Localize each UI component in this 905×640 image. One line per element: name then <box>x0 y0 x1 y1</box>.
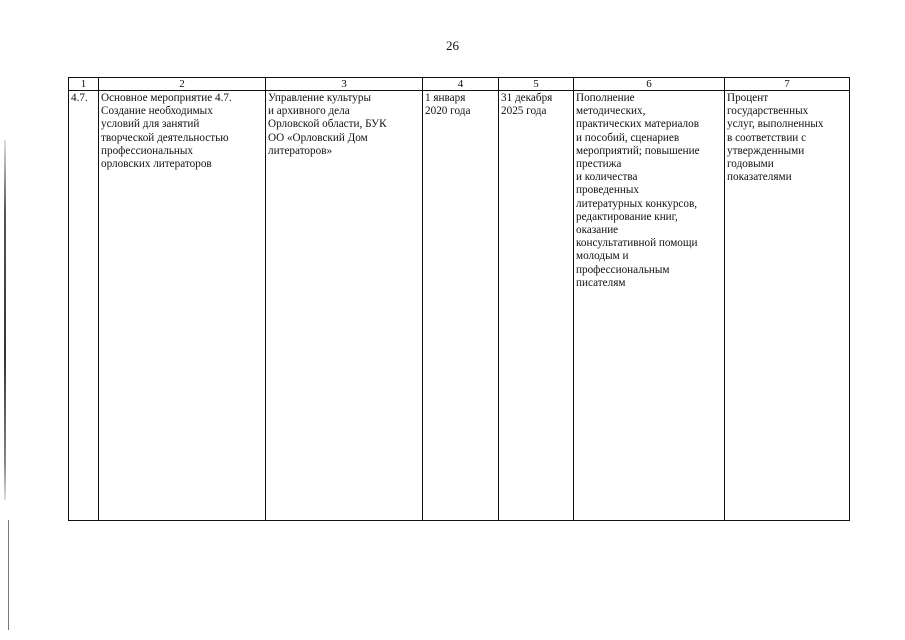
page-number: 26 <box>446 38 459 53</box>
indicator: Процент государственных услуг, выполненных в соответствии с утвержденными годовыми показателями <box>725 91 850 521</box>
activity-name: Основное мероприятие 4.7. Создание необходимых условий для занятий творческой деятельностью профессиональных орловских литераторов <box>99 91 266 521</box>
activity-table <box>68 77 850 521</box>
table-row <box>69 91 850 521</box>
expected-result: Пополнение методических, практических материалов и пособий, сценариев мероприятий; повышение престижа и количества проведенных литературных конкурсов, редактирование книг, оказание консультативной помощи молодым и профессиональным писателям <box>574 91 725 521</box>
header-row <box>69 78 850 91</box>
header-col-3: 3 <box>266 78 423 91</box>
header-col-7: 7 <box>725 78 850 91</box>
header-col-5: 5 <box>499 78 574 91</box>
end-date: 31 декабря 2025 года <box>499 91 574 521</box>
scan-edge-line <box>8 520 9 630</box>
scan-edge-mark <box>4 140 6 500</box>
header-col-1: 1 <box>69 78 99 91</box>
header-col-2: 2 <box>99 78 266 91</box>
start-date: 1 января 2020 года <box>423 91 499 521</box>
header-col-4: 4 <box>423 78 499 91</box>
row-number: 4.7. <box>69 91 99 521</box>
executor: Управление культуры и архивного дела Орловской области, БУК ОО «Орловский Дом литераторов» <box>266 91 423 521</box>
header-col-6: 6 <box>574 78 725 91</box>
